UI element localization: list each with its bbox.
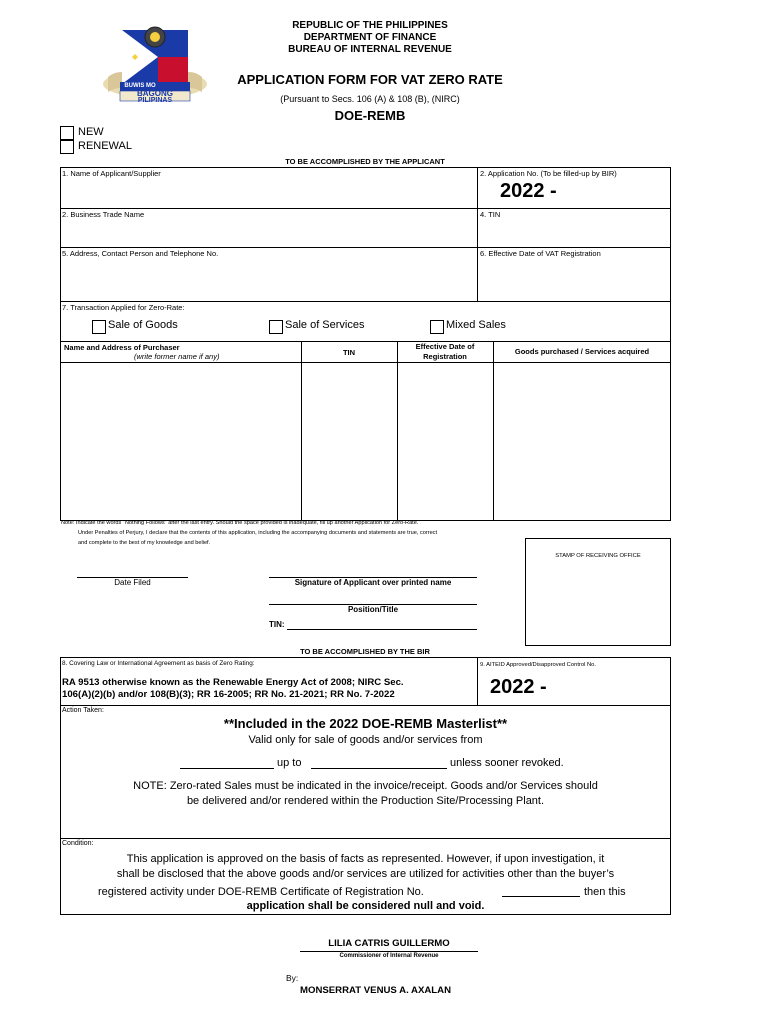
action-taken-label: Action Taken: bbox=[62, 707, 104, 714]
stamp-label: STAMP OF RECEIVING OFFICE bbox=[555, 553, 641, 559]
col-header-registration: Registration bbox=[423, 352, 467, 361]
new-checkbox[interactable] bbox=[60, 126, 74, 140]
mixed-sales-checkbox[interactable] bbox=[430, 320, 444, 334]
sale-of-services-label: Sale of Services bbox=[285, 319, 365, 331]
renewal-label: RENEWAL bbox=[78, 140, 132, 152]
col-header-goods: Goods purchased / Services acquired bbox=[514, 347, 650, 356]
applicant-tin-label: TIN: bbox=[269, 620, 285, 629]
applicant-section-title: TO BE ACCOMPLISHED BY THE APPLICANT bbox=[285, 157, 445, 166]
business-trade-name-label: 2. Business Trade Name bbox=[62, 210, 145, 219]
sale-of-services-checkbox[interactable] bbox=[269, 320, 283, 334]
control-no-value: 2022 - bbox=[490, 676, 547, 698]
covering-law-label: 8. Covering Law or International Agreement as basis of Zero Rating: bbox=[62, 660, 255, 667]
new-label: NEW bbox=[78, 126, 104, 138]
business-trade-name-field[interactable] bbox=[62, 221, 474, 245]
note-line-2: be delivered and/or rendered within the Production Site/Processing Plant. bbox=[186, 795, 545, 807]
address-field[interactable] bbox=[62, 260, 474, 298]
address-label: 5. Address, Contact Person and Telephone No. bbox=[62, 249, 219, 258]
form-title: APPLICATION FORM FOR VAT ZERO RATE bbox=[237, 72, 503, 87]
name-applicant-field[interactable] bbox=[62, 180, 474, 206]
renewal-checkbox[interactable] bbox=[60, 140, 74, 154]
condition-line-3b: then this bbox=[584, 886, 626, 898]
col-header-effective-date: Effective Date of bbox=[415, 342, 475, 351]
sale-of-goods-checkbox[interactable] bbox=[92, 320, 106, 334]
logo-text-pilipinas: PILIPINAS bbox=[137, 97, 173, 104]
application-no-value: 2022 - bbox=[500, 180, 557, 202]
control-no-label: 9. AITEID Approved/Disapproved Control No. bbox=[480, 662, 596, 668]
bir-section-title: TO BE ACCOMPLISHED BY THE BIR bbox=[300, 647, 430, 656]
logo-text-buwis: BUWIS MO bbox=[124, 83, 156, 89]
condition-label: Condition: bbox=[62, 840, 94, 847]
commissioner-name: LILIA CATRIS GUILLERMO bbox=[328, 938, 450, 949]
masterlist-text: **Included in the 2022 DOE-REMB Masterlist** bbox=[223, 716, 508, 731]
mixed-sales-label: Mixed Sales bbox=[446, 319, 506, 331]
condition-line-2: shall be disclosed that the above goods and/or services are utilized for activities other than the buyer’s bbox=[116, 868, 615, 880]
by-label: By: bbox=[286, 973, 299, 983]
form-subtitle: (Pursuant to Secs. 106 (A) & 108 (B), (NIRC) bbox=[280, 94, 460, 104]
valid-only-text: Valid only for sale of goods and/or services from bbox=[248, 734, 483, 746]
condition-line-3a: registered activity under DOE-REMB Certificate of Registration No. bbox=[98, 886, 424, 898]
unless-revoked-text: unless sooner revoked. bbox=[450, 757, 564, 769]
program-name: DOE-REMB bbox=[334, 108, 406, 123]
covering-law-value-1: RA 9513 otherwise known as the Renewable Energy Act of 2008; NIRC Sec. bbox=[62, 677, 404, 688]
sale-of-goods-label: Sale of Goods bbox=[108, 319, 178, 331]
logo-text-bagong: BAGONG bbox=[137, 89, 173, 98]
note-line-1: NOTE: Zero-rated Sales must be indicated in the invoice/receipt. Goods and/or Services should bbox=[133, 780, 598, 792]
covering-law-value-2: 106(A)(2)(b) and/or 108(B)(3); RR 16-2005; RR No. 21-2021; RR No. 7-2022 bbox=[62, 689, 395, 700]
application-no-label: 2. Application No. (To be filled-up by BIR) bbox=[480, 169, 617, 178]
up-to-text: up to bbox=[277, 757, 302, 769]
col-header-name-address-sub: (write former name if any) bbox=[134, 352, 220, 361]
tin-label: 4. TIN bbox=[480, 210, 501, 219]
date-filed-label: Date Filed bbox=[114, 578, 151, 587]
header-republic: REPUBLIC OF THE PHILIPPINES bbox=[292, 20, 448, 31]
condition-line-4: application shall be considered null and void. bbox=[246, 900, 485, 912]
name-applicant-label: 1. Name of Applicant/Supplier bbox=[62, 169, 161, 178]
position-label: Position/Title bbox=[347, 605, 399, 614]
col-header-name-address: Name and Address of Purchaser bbox=[64, 343, 180, 352]
perjury-text-1: Under Penalties of Perjury, I declare that the contents of this application, including the accompanying documents and statements are true, correct bbox=[78, 530, 438, 536]
bir-logo bbox=[100, 22, 210, 104]
header-department: DEPARTMENT OF FINANCE bbox=[303, 32, 437, 43]
signatory-name: MONSERRAT VENUS A. AXALAN bbox=[300, 985, 452, 996]
signature-label: Signature of Applicant over printed name bbox=[294, 578, 452, 587]
col-header-tin: TIN bbox=[342, 348, 356, 357]
effective-date-vat-field[interactable] bbox=[480, 260, 668, 298]
condition-line-1: This application is approved on the basis of facts as represented. However, if upon investigation, it bbox=[126, 853, 605, 865]
transaction-label: 7. Transaction Applied for Zero-Rate: bbox=[62, 303, 185, 312]
note-text: Note: Indicate the words "Nothing Follows" after the last entry. Should the space provided is inadequate, fill up another Application for Zero-Rate. bbox=[61, 520, 419, 526]
effective-date-vat-label: 6. Effective Date of VAT Registration bbox=[480, 249, 601, 258]
commissioner-title: Commissioner of Internal Revenue bbox=[339, 953, 439, 959]
tin-field[interactable] bbox=[480, 221, 668, 245]
header-bureau: BUREAU OF INTERNAL REVENUE bbox=[288, 44, 452, 55]
purchaser-table-body[interactable] bbox=[61, 363, 670, 520]
perjury-text-2: and complete to the best of my knowledge and belief. bbox=[78, 540, 211, 546]
